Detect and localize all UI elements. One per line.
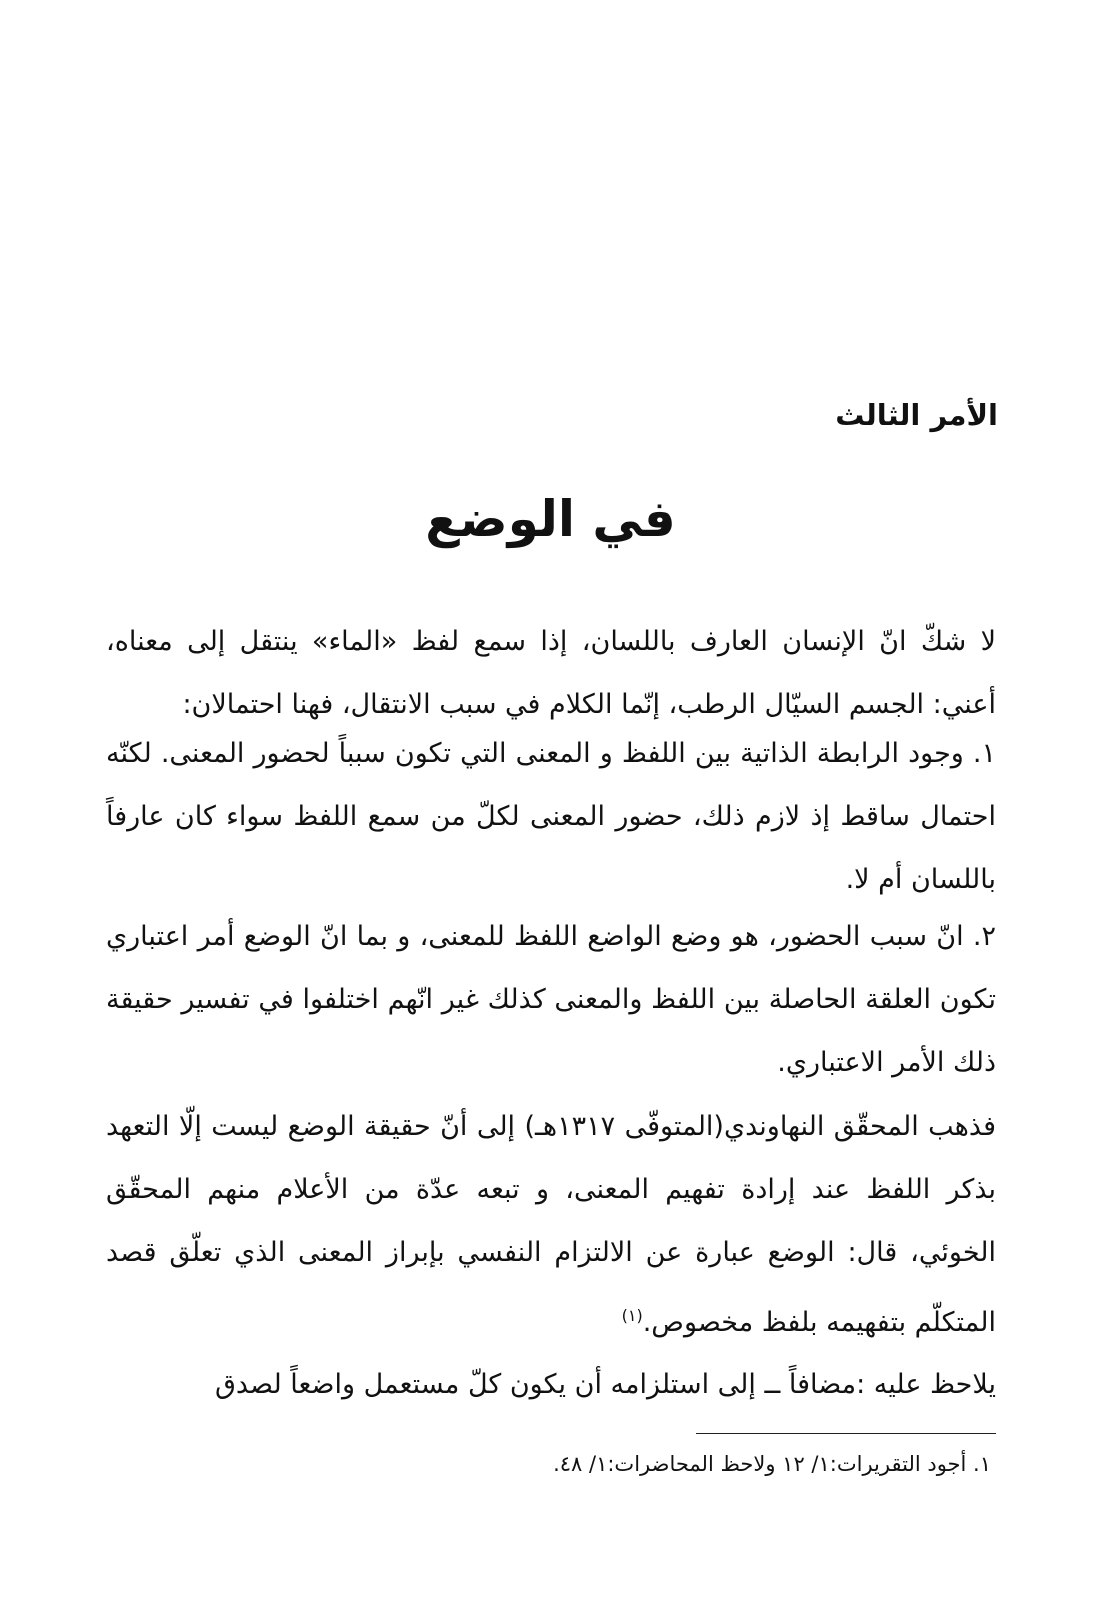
paragraph-intro: لا شكّ انّ الإنسان العارف باللسان، إذا سمع لفظ «الماء» ينتقل إلى معناه، أعني: الجسم السيّال الرطب، إنّما الكلام في سبب الانتقال، فهنا احتمالان: [106, 626, 996, 720]
paragraph-option-1: ١. وجود الرابطة الذاتية بين اللفظ و المعنى التي تكون سبباً لحضور المعنى. لكنّه احتمال ساقط إذ لازم ذلك، حضور المعنى لكلّ من سمع اللفظ سواء كان عارفاً باللسان أم لا. [106, 738, 996, 895]
chapter-title: في الوضع [425, 490, 676, 548]
paragraph-nahavandi [106, 1095, 996, 1354]
paragraph-nahavandi-text: فذهب المحقّق النهاوندي(المتوفّى ١٣١٧هـ) إلى أنّ حقيقة الوضع ليست إلّا التعهد بذكر اللفظ عند إرادة تفهيم المعنى، و تبعه عدّة من الأعلام منهم المحقّق الخوئي، قال: الوضع عبارة عن الالتزام النفسي بإبراز المعنى الذي تعلّق قصد المتكلّم بتفهيمه بلفظ مخصوص. [106, 1111, 996, 1338]
paragraph-objection: يلاحظ عليه :مضافاً ــ إلى استلزامه أن يكون كلّ مستعمل واضعاً لصدق [214, 1369, 996, 1400]
footnote-divider [696, 1433, 996, 1434]
paragraph-option-2: ٢. انّ سبب الحضور، هو وضع الواضع اللفظ للمعنى، و بما انّ الوضع أمر اعتباري تكون العلقة الحاصلة بين اللفظ والمعنى كذلك غير انّهم اختلفوا في تفسير حقيقة ذلك الأمر الاعتباري. [106, 921, 996, 1078]
footnote-marker: (١) [621, 1306, 643, 1325]
section-label: الأمر الثالث [835, 398, 998, 432]
footnote-text: ١. أجود التقريرات:١/ ١٢ ولاحظ المحاضرات:١/ ٤٨. [553, 1452, 991, 1476]
